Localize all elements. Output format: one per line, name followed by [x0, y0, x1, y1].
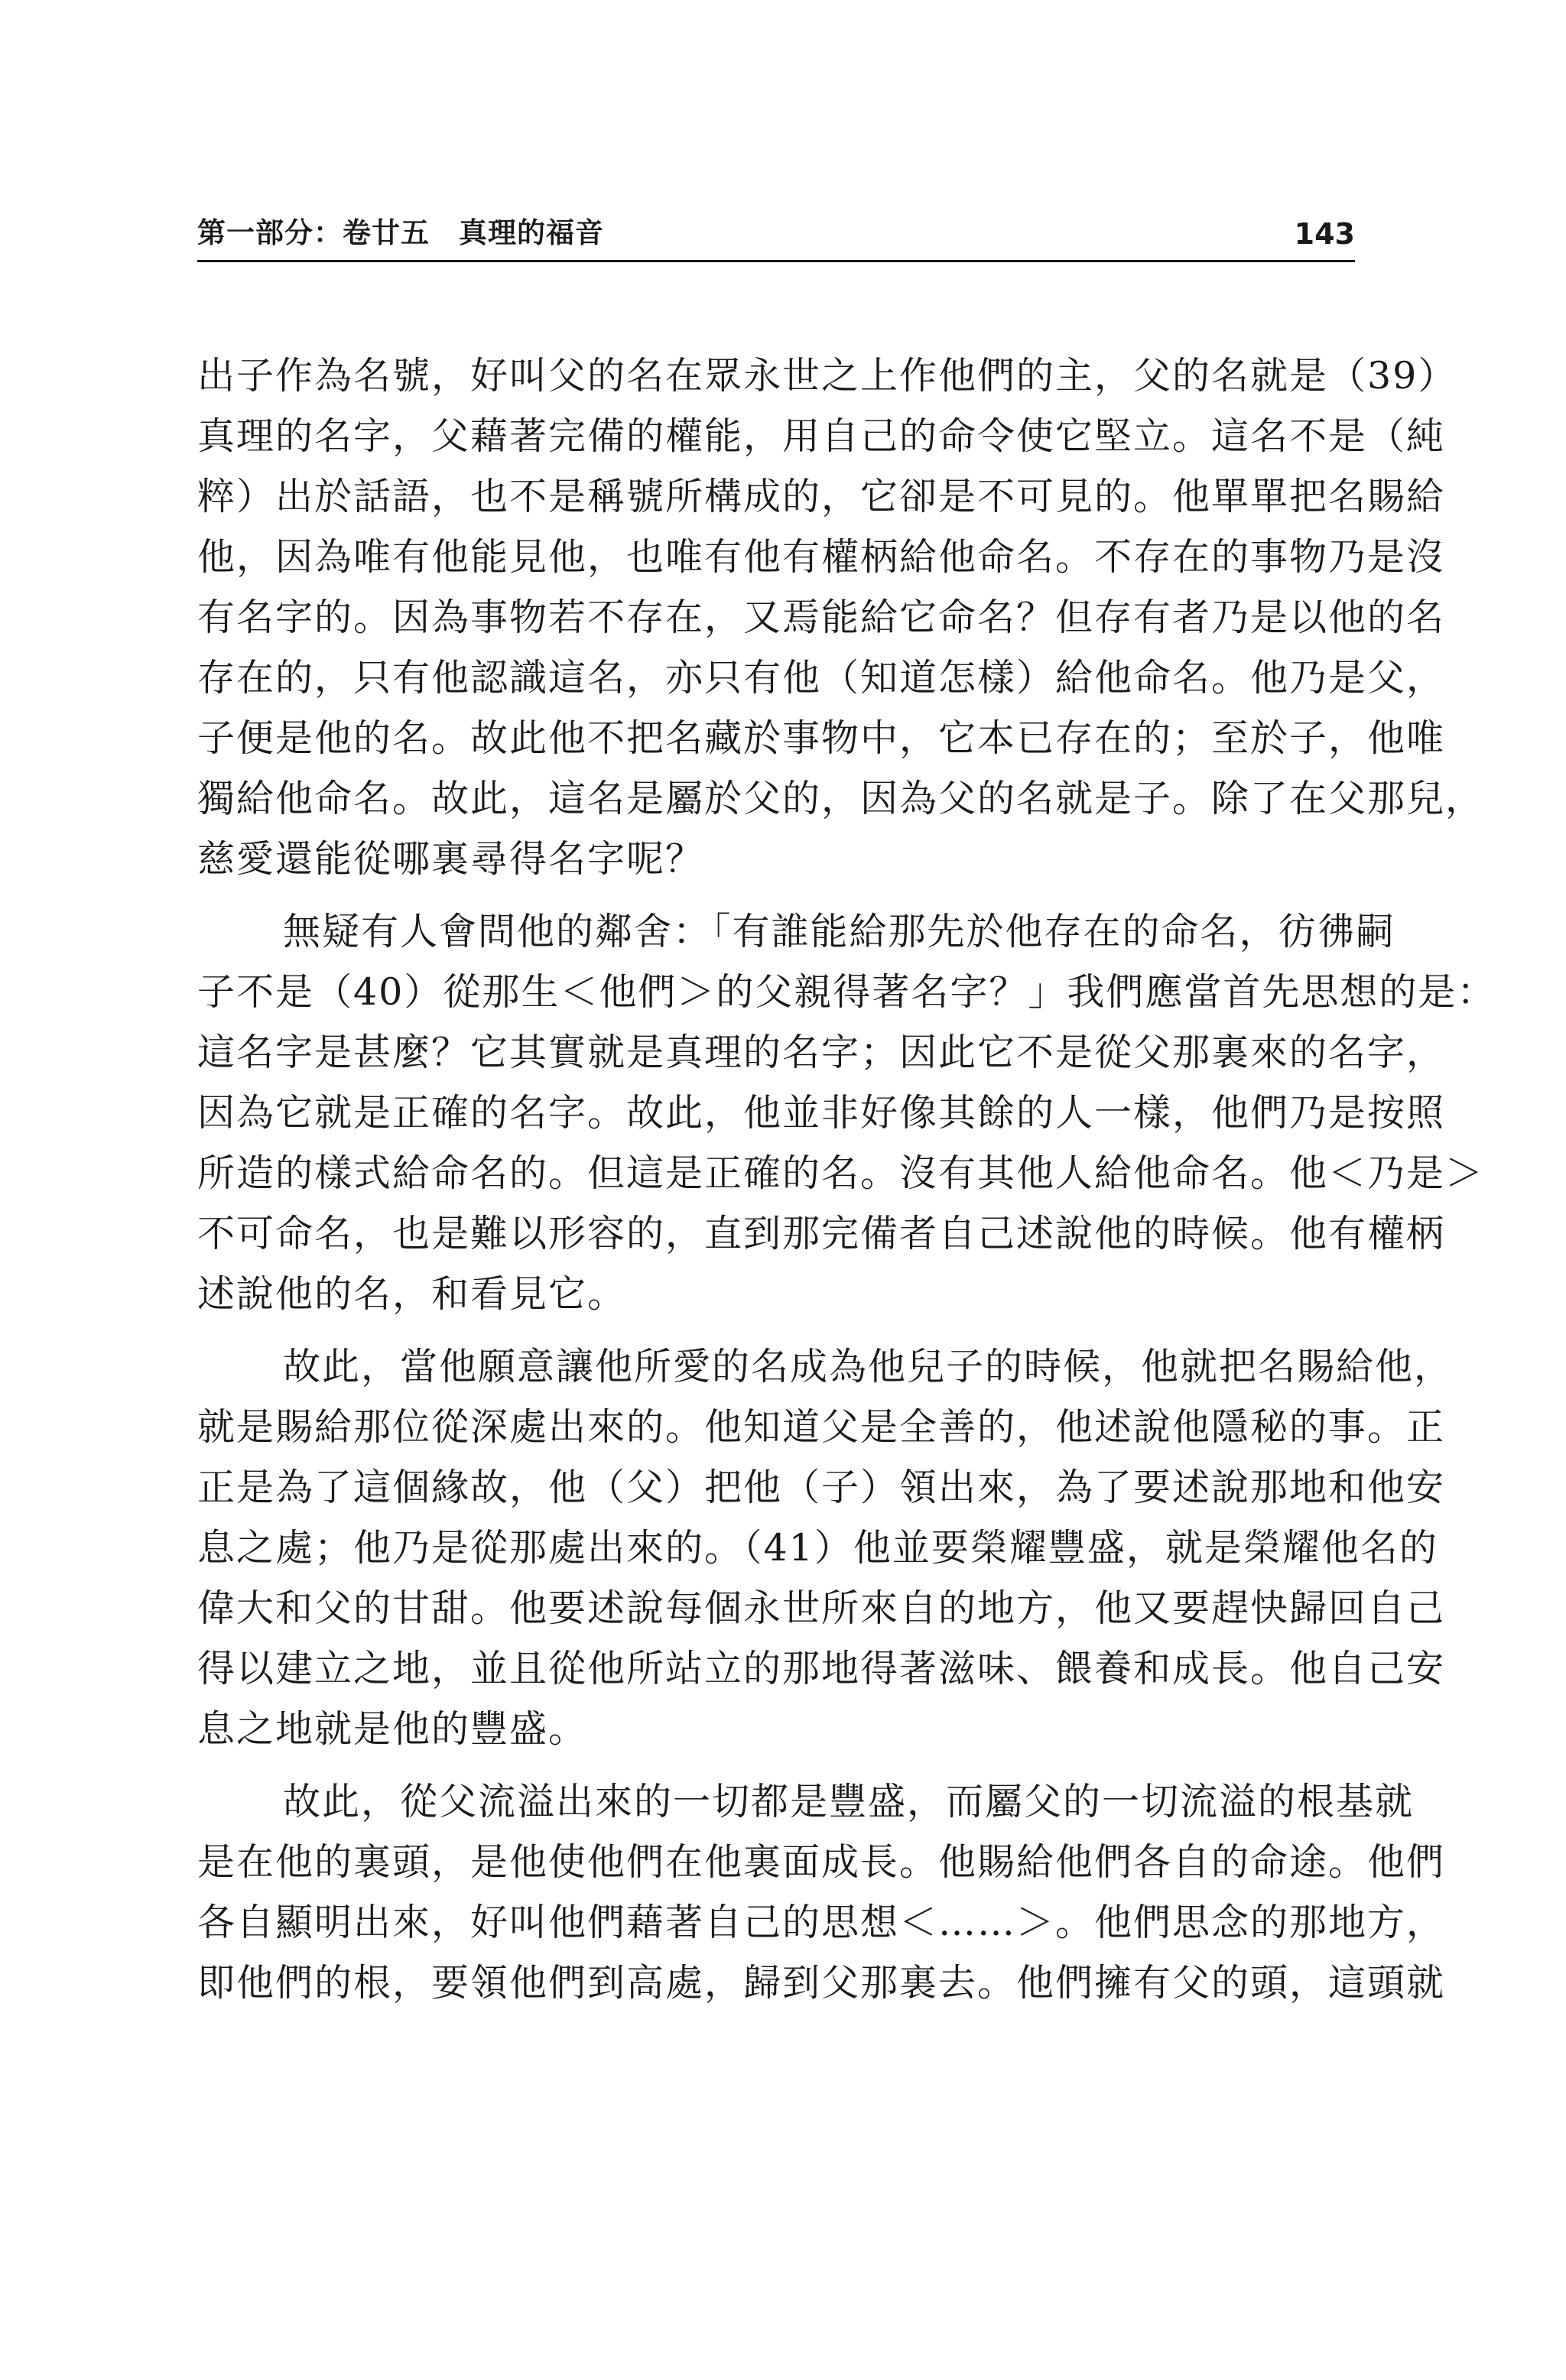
- paragraph-2: [197, 901, 1496, 1324]
- text-line: 正是為了這個緣故，他（父）把他（子）領出來，為了要述說那地和他安: [197, 1466, 1446, 1509]
- paragraph-3: [197, 1336, 1454, 1759]
- page-body: [197, 346, 1496, 2013]
- text-line: 各自顯明出來，好叫他們藉著自己的思想＜……＞。他們思念的那地方，: [197, 1901, 1446, 1944]
- text-line: 不可命名，也是難以形容的，直到那完備者自己述說他的時候。他有權柄: [197, 1212, 1446, 1255]
- chapter-title: 第一部分：卷廿五 真理的福音: [197, 216, 604, 249]
- text-line: 偉大和父的甘甜。他要述說每個永世所來自的地方，他又要趕快歸回自己: [197, 1586, 1446, 1630]
- text-line: 出子作為名號，好叫父的名在眾永世之上作他們的主，父的名就是（39）: [197, 354, 1457, 398]
- text-line: 是在他的裏頭，是他使他們在他裏面成長。他賜給他們各自的命途。他們: [197, 1840, 1446, 1884]
- text-line: 粹）出於話語，也不是稱號所構成的，它卻是不可見的。他單單把名賜給: [197, 475, 1446, 518]
- paragraph-1: [197, 346, 1485, 889]
- text-line: 子不是（40）從那生＜他們＞的父親得著名字？」我們應當首先思想的是：: [197, 970, 1496, 1014]
- text-line: 就是賜給那位從深處出來的。他知道父是全善的，他述說他隱秘的事。正: [197, 1405, 1446, 1449]
- text-line: 真理的名字，父藉著完備的權能，用自己的命令使它堅立。這名不是（純: [197, 414, 1446, 458]
- running-header: [197, 205, 1355, 262]
- text-line: 故此，當他願意讓他所愛的名成為他兒子的時候，他就把名賜給他，: [283, 1345, 1454, 1388]
- text-line: 得以建立之地，並且從他所站立的那地得著滋味、餵養和成長。他自己安: [197, 1647, 1446, 1690]
- text-line: 述說他的名，和看見它。: [197, 1272, 627, 1316]
- text-line: 息之處；他乃是從那處出來的。（41）他並要榮耀豐盛，就是榮耀他名的: [197, 1526, 1438, 1570]
- text-line: 所造的樣式給命名的。但這是正確的名。沒有其他人給他命名。他＜乃是＞: [197, 1151, 1485, 1195]
- text-line: 即他們的根，要領他們到高處，歸到父那裏去。他們擁有父的頭，這頭就: [197, 1961, 1446, 2005]
- text-line: 獨給他命名。故此，這名是屬於父的，因為父的名就是子。除了在父那兒，: [197, 777, 1485, 820]
- text-line: 存在的，只有他認識這名，亦只有他（知道怎樣）給他命名。他乃是父，: [197, 656, 1446, 700]
- text-line: 無疑有人會問他的鄰舍：「有誰能給那先於他存在的命名，彷彿嗣: [283, 910, 1395, 953]
- paragraph-4: [197, 1771, 1446, 2013]
- text-line: 他，因為唯有他能見他，也唯有他有權柄給他命名。不存在的事物乃是沒: [197, 535, 1446, 579]
- text-line: 因為它就是正確的名字。故此，他並非好像其餘的人一樣，他們乃是按照: [197, 1091, 1446, 1135]
- page-number: 143: [1294, 217, 1355, 251]
- text-line: 故此，從父流溢出來的一切都是豐盛，而屬父的一切流溢的根基就: [283, 1780, 1415, 1823]
- text-line: 慈愛還能從哪裏尋得名字呢？: [197, 837, 705, 881]
- text-line: 有名字的。因為事物若不存在，又焉能給它命名？但存有者乃是以他的名: [197, 596, 1446, 639]
- text-line: 子便是他的名。故此他不把名藏於事物中，它本已存在的；至於子，他唯: [197, 716, 1446, 760]
- text-line: 息之地就是他的豐盛。: [197, 1707, 588, 1751]
- text-line: 這名字是甚麼？它其實就是真理的名字；因此它不是從父那裏來的名字，: [197, 1031, 1446, 1074]
